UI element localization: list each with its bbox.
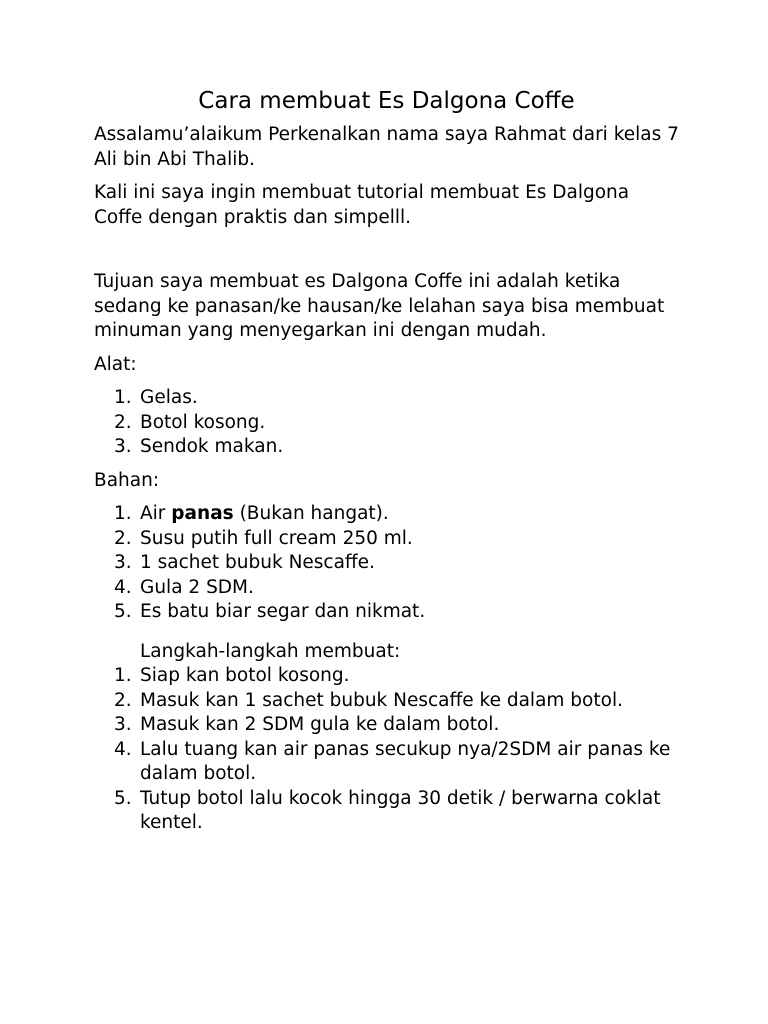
blank-line — [94, 239, 679, 270]
list-item-text: Sendok makan. — [140, 436, 284, 457]
list-number: 1. — [114, 503, 132, 524]
langkah-list — [94, 664, 679, 836]
list-item — [94, 527, 679, 552]
list-item — [94, 600, 679, 625]
purpose-paragraph: Tujuan saya membuat es Dalgona Coffe ini adalah ketika sedang ke panasan/ke hausan/ke lelahan saya bisa membuat minuman yang menyegarkan ini dengan mudah. — [94, 271, 665, 341]
list-item-text: Siap kan botol kosong. — [140, 665, 350, 686]
alat-heading: Alat: — [94, 353, 137, 375]
list-item-text: Tutup botol lalu kocok hingga 30 detik / berwarna coklat kentel. — [140, 787, 661, 833]
list-item — [94, 435, 679, 460]
list-item — [94, 502, 679, 527]
document-page — [94, 86, 679, 845]
bahan-list — [94, 502, 679, 625]
langkah-heading: Langkah-langkah membuat: — [140, 640, 401, 662]
list-number: 5. — [114, 601, 132, 622]
list-item-text: Es batu biar segar dan nikmat. — [140, 601, 426, 622]
list-number: 1. — [114, 387, 132, 408]
list-item-text-suffix: (Bukan hangat). — [233, 503, 389, 524]
list-number: 1. — [114, 665, 132, 686]
list-number: 4. — [114, 576, 132, 598]
list-number: 3. — [114, 436, 132, 457]
list-item — [94, 551, 679, 576]
list-item-text: Lalu tuang kan air panas secukup nya/2SDM air panas ke dalam botol. — [140, 738, 671, 784]
list-number: 2. — [114, 689, 132, 711]
tutorial-paragraph: Kali ini saya ingin membuat tutorial membuat Es Dalgona Coffe dengan praktis dan simpelll. — [94, 182, 630, 228]
list-item-text: Gula 2 SDM. — [140, 576, 254, 598]
list-number: 3. — [114, 552, 132, 573]
list-number: 5. — [114, 787, 132, 809]
list-item — [94, 411, 679, 436]
list-item — [94, 787, 679, 836]
list-item — [94, 576, 679, 601]
list-item-text: 1 sachet bubuk Nescaffe. — [140, 552, 375, 573]
intro-paragraph: Assalamu’alaikum Perkenalkan nama saya Rahmat dari kelas 7 Ali bin Abi Thalib. — [94, 124, 679, 170]
document-title: Cara membuat Es Dalgona Coffe — [198, 88, 575, 114]
list-item — [94, 738, 679, 787]
list-item-text-prefix: Air — [140, 503, 172, 524]
list-item-text: Masuk kan 1 sachet bubuk Nescaffe ke dalam botol. — [140, 689, 623, 711]
bold-word: panas — [171, 503, 234, 524]
list-item — [94, 386, 679, 411]
alat-list — [94, 386, 679, 460]
list-item — [94, 713, 679, 738]
list-item-text: Gelas. — [140, 387, 198, 408]
list-item-text: Botol kosong. — [140, 411, 266, 433]
list-item — [94, 664, 679, 689]
list-number: 2. — [114, 527, 132, 549]
list-number: 3. — [114, 714, 132, 735]
list-number: 4. — [114, 738, 132, 760]
list-item-text: Susu putih full cream 250 ml. — [140, 527, 413, 549]
bahan-heading: Bahan: — [94, 469, 160, 491]
list-item — [94, 689, 679, 714]
list-item-text: Masuk kan 2 SDM gula ke dalam botol. — [140, 714, 500, 735]
list-number: 2. — [114, 411, 132, 433]
